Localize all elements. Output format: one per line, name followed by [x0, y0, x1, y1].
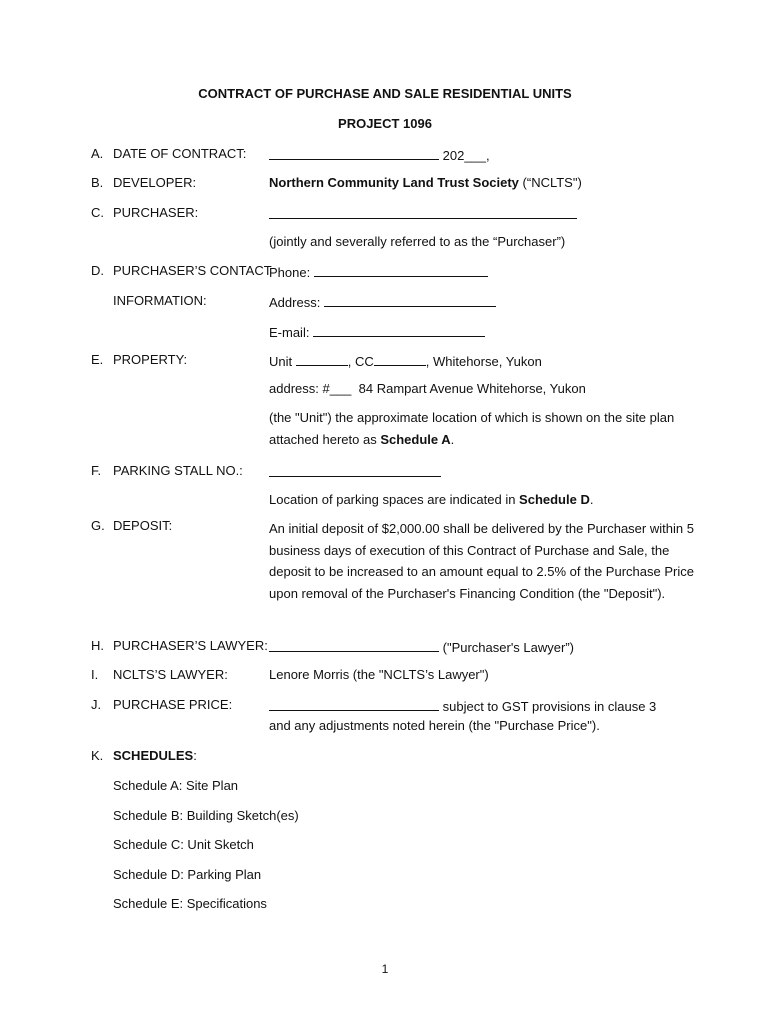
year-suffix: 202___, [442, 148, 490, 163]
item-letter: A. [91, 146, 104, 161]
address-label: Address: [269, 295, 321, 310]
phone-field [269, 263, 488, 280]
address-field [269, 293, 496, 310]
date-blank[interactable] [269, 146, 439, 160]
schedule-item: Schedule C: Unit Sketch [113, 837, 254, 852]
item-label: PURCHASER’S CONTACT [113, 263, 272, 278]
parking-location-end: . [589, 492, 594, 507]
address-street: 84 Rampart Avenue Whitehorse, Yukon [358, 381, 586, 396]
item-label: DEVELOPER: [113, 175, 197, 190]
parking-value [269, 463, 441, 480]
purchasers-lawyer-blank[interactable] [269, 638, 439, 652]
schedules-colon: : [193, 748, 197, 763]
parking-location-text: Location of parking spaces are indicated in [269, 492, 520, 507]
item-label: DEPOSIT: [113, 518, 173, 533]
item-date-of-contract [91, 146, 711, 166]
page-number: 1 [381, 962, 389, 976]
phone-blank[interactable] [314, 263, 488, 277]
item-label: PURCHASER’S LAWYER: [113, 638, 268, 653]
item-letter: J. [91, 697, 102, 712]
purchase-price-suffix: subject to GST provisions in clause 3 [442, 699, 657, 714]
item-label: PARKING STALL NO.: [113, 463, 243, 478]
item-letter: G. [91, 518, 105, 533]
purchaser-note: (jointly and severally referred to as the “Purchaser”) [269, 234, 566, 249]
purchaser-blank[interactable] [269, 205, 577, 219]
unit-location: , Whitehorse, Yukon [425, 354, 542, 369]
document-title: CONTRACT OF PURCHASE AND SALE RESIDENTIAL UNITS [198, 86, 572, 101]
property-description-end: . [450, 431, 455, 447]
cc-blank[interactable] [374, 352, 426, 366]
item-label: PURCHASE PRICE: [113, 697, 233, 712]
email-field [269, 323, 485, 340]
item-label: DATE OF CONTRACT: [113, 146, 247, 161]
item-letter: E. [91, 352, 104, 367]
item-purchasers-lawyer [91, 638, 711, 658]
item-parking-stall [91, 463, 711, 483]
item-label-continued: INFORMATION: [113, 293, 207, 308]
address-blank[interactable] [324, 293, 496, 307]
developer-abbrev: (“NCLTS") [518, 175, 582, 190]
item-developer [91, 175, 711, 195]
item-deposit [91, 518, 711, 628]
item-purchaser [91, 205, 711, 225]
purchaser-note-row [91, 234, 711, 254]
item-label: PROPERTY: [113, 352, 188, 367]
item-label: PURCHASER: [113, 205, 199, 220]
schedules-heading: SCHEDULES [113, 748, 194, 763]
developer-value [269, 175, 582, 190]
item-label [113, 748, 197, 763]
item-label: NCLTS’S LAWYER: [113, 667, 228, 682]
purchaser-value [269, 205, 577, 222]
document-subtitle: PROJECT 1096 [338, 116, 432, 131]
item-letter: C. [91, 205, 104, 220]
item-letter: K. [91, 748, 104, 763]
parking-blank[interactable] [269, 463, 441, 477]
item-nclts-lawyer [91, 667, 711, 687]
property-address-row [91, 381, 711, 401]
item-schedules [91, 748, 711, 768]
item-letter: D. [91, 263, 104, 278]
purchase-price-row2 [91, 718, 711, 738]
unit-field [269, 352, 542, 369]
item-letter: H. [91, 638, 104, 653]
email-label: E-mail: [269, 325, 310, 340]
contact-address-row [91, 293, 711, 313]
date-value [269, 146, 490, 163]
item-letter: F. [91, 463, 102, 478]
deposit-text: An initial deposit of $2,000.00 shall be delivered by the Purchaser within 5 business days of execution of this Contract of Purchase and Sale, the deposit to be increased to an amount equal to 2.5% of the Purchase Price upon removal of the Purchaser's Financing Condition (the "Deposit"). [269, 521, 694, 601]
schedule-a-ref: Schedule A [380, 431, 451, 447]
unit-label: Unit [269, 354, 293, 369]
nclts-lawyer-value: Lenore Morris (the "NCLTS’s Lawyer") [269, 667, 489, 682]
purchase-price-value [269, 697, 656, 714]
property-description-text: (the "Unit") the approximate location of which is shown on the site plan attached hereto as [269, 410, 675, 447]
item-purchase-price [91, 697, 711, 717]
item-purchaser-contact [91, 263, 711, 283]
property-description-row [91, 407, 711, 453]
parking-location [269, 492, 593, 507]
purchase-price-line2: and any adjustments noted herein (the "Purchase Price"). [269, 718, 600, 733]
item-letter: B. [91, 175, 104, 190]
cc-label: , CC [347, 354, 374, 369]
email-blank[interactable] [313, 323, 485, 337]
schedule-item: Schedule E: Specifications [113, 896, 267, 911]
property-address [269, 381, 586, 396]
contact-email-row [91, 323, 711, 343]
address-number: address: #___ [269, 381, 352, 396]
parking-location-row [91, 492, 711, 512]
schedule-d-ref: Schedule D [519, 492, 590, 507]
schedule-item: Schedule A: Site Plan [113, 778, 239, 793]
developer-name: Northern Community Land Trust Society [269, 175, 519, 190]
property-description [269, 407, 709, 450]
schedule-item: Schedule B: Building Sketch(es) [113, 808, 299, 823]
purchasers-lawyer-suffix: ("Purchaser's Lawyer”) [442, 640, 574, 655]
item-letter: I. [91, 667, 99, 682]
purchasers-lawyer-value [269, 638, 574, 655]
purchase-price-blank[interactable] [269, 697, 439, 711]
item-property [91, 352, 711, 372]
phone-label: Phone: [269, 265, 311, 280]
unit-blank[interactable] [296, 352, 348, 366]
schedule-item: Schedule D: Parking Plan [113, 867, 262, 882]
